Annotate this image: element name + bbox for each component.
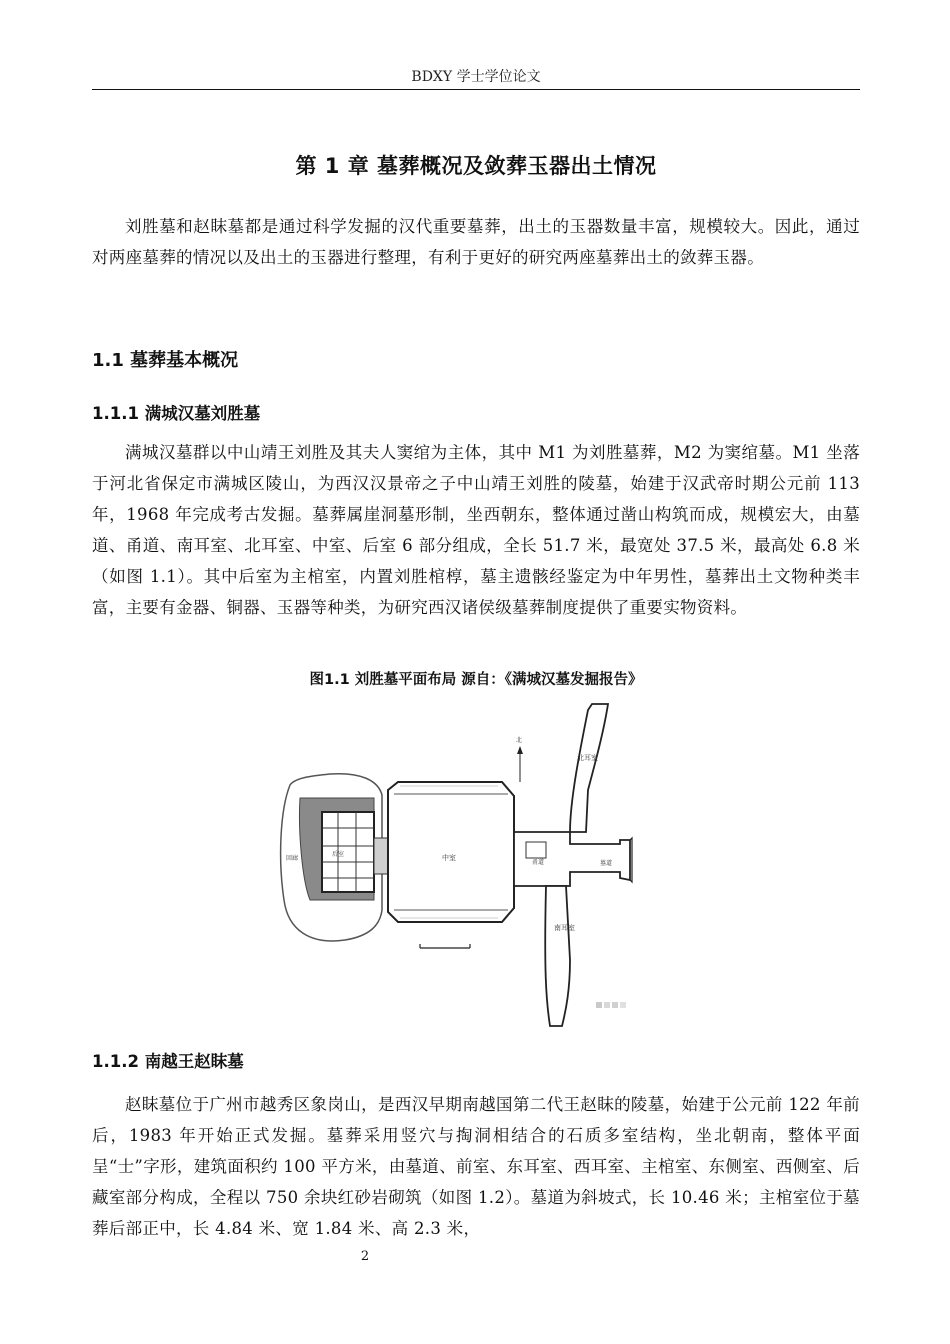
label-passage: 墓道 xyxy=(600,860,613,867)
label-corridor: 甬道 xyxy=(532,859,545,866)
label-corridor-room: 回廊 xyxy=(286,855,299,862)
intro-paragraph: 刘胜墓和赵眜墓都是通过科学发掘的汉代重要墓葬，出土的玉器数量丰富，规模较大。因此，通过对两座墓葬的情况以及出土的玉器进行整理，有利于更好的研究两座墓葬出土的敛葬玉器。 xyxy=(92,217,860,267)
label-back-room: 后室 xyxy=(332,851,345,858)
label-south-room: 南耳室 xyxy=(554,924,575,932)
section-heading-1-1-1: 1.1.1 满城汉墓刘胜墓 xyxy=(92,404,261,423)
page-number: 2 xyxy=(360,1249,370,1264)
header-rule xyxy=(92,89,860,90)
label-north-room: 北耳室 xyxy=(577,754,598,762)
figure-caption: 图1.1 刘胜墓平面布局 源自：《满城汉墓发掘报告》 xyxy=(309,672,643,688)
label-middle-room: 中室 xyxy=(442,854,456,862)
section-heading-1-1: 1.1 墓葬基本概况 xyxy=(92,350,239,371)
chapter-title: 第 1 章 墓葬概况及敛葬玉器出土情况 xyxy=(295,154,657,178)
zhaomo-paragraph: 赵眜墓位于广州市越秀区象岗山，是西汉早期南越国第二代王赵眜的陵墓，始建于公元前 122 年前后，1983 年开始正式发掘。墓葬采用竖穴与掏洞相结合的石质多室结构，坐北朝南，整体平面呈“士”字形，建筑面积约 100 平方米，由墓道、前室、东耳室、西耳室、主棺室、东侧室、西侧室、后藏室部分构成，全程以 750 余块红砂岩砌筑（如图 1.2）。墓道为斜坡式，长 10.46 米；主棺室位于墓葬后部正中，长 4.84 米、宽 1.84 米、高 2.3 米， xyxy=(92,1095,860,1238)
liusheng-paragraph: 满城汉墓群以中山靖王刘胜及其夫人窦绾为主体，其中 M1 为刘胜墓葬，M2 为窦绾墓。M1 坐落于河北省保定市满城区陵山，为西汉汉景帝之子中山靖王刘胜的陵墓，始建于汉武帝时期公元前 113 年，1968 年完成考古发掘。墓葬属崖洞墓形制，坐西朝东，整体通过凿山构筑而成，规模宏大，由墓道、甬道、南耳室、北耳室、中室、后室 6 部分组成，全长 51.7 米，最宽处 37.5 米，最高处 6.8 米（如图 1.1）。其中后室为主棺室，内置刘胜棺椁，墓主遗骸经鉴定为中年男性，墓葬出土文物种类丰富，主要有金器、铜器、玉器等种类，为研究西汉诸侯级墓葬制度提供了重要实物资料。 xyxy=(92,443,860,617)
tomb-plan-figure xyxy=(270,700,690,1030)
running-header: BDXY 学士学位论文 xyxy=(411,69,541,85)
label-north-arrow: 北 xyxy=(516,737,523,744)
section-heading-1-1-2: 1.1.2 南越王赵眜墓 xyxy=(92,1052,244,1071)
